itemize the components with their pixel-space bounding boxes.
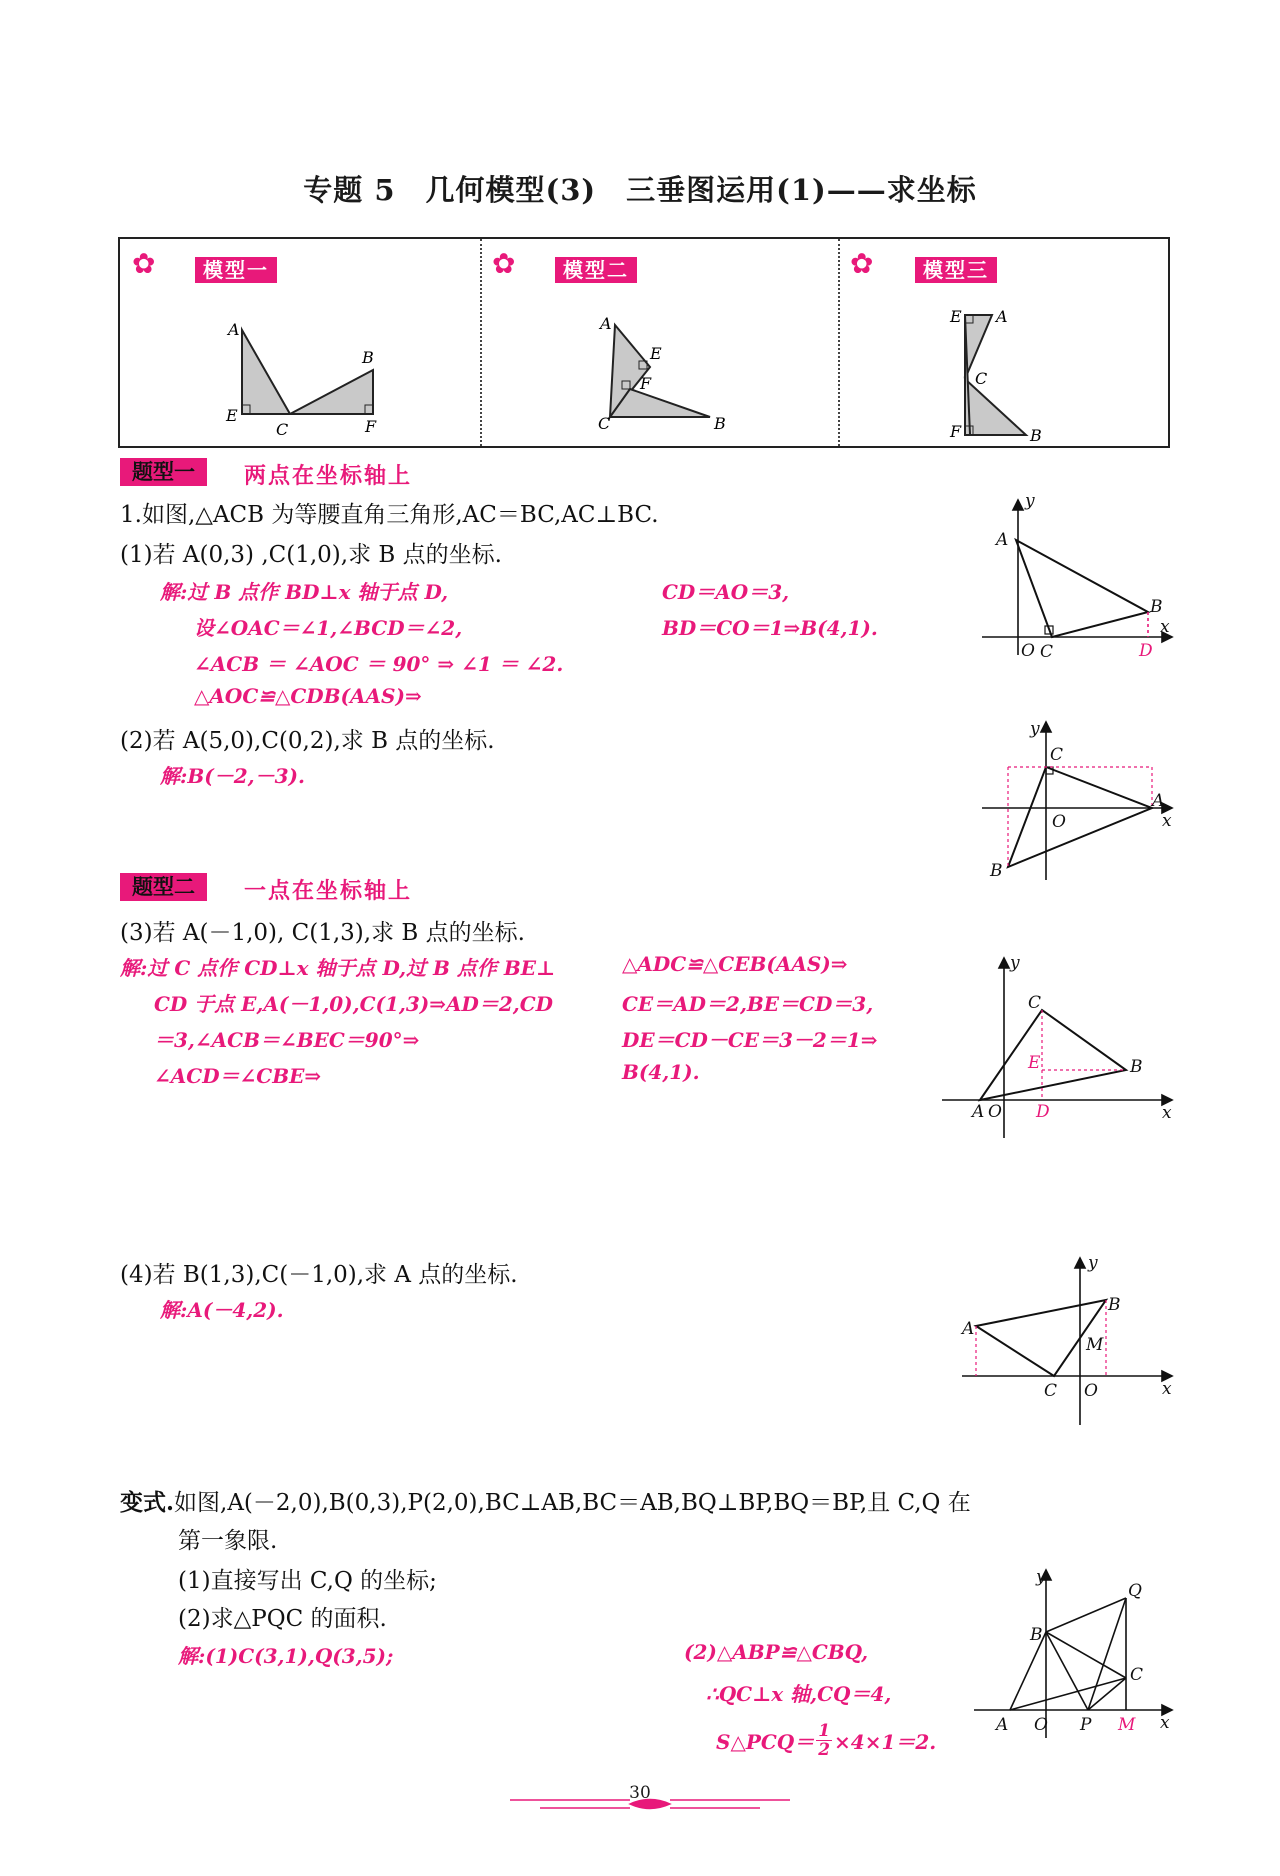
solution-line: △ADC≌△CEB(AAS)⇒ [622, 952, 848, 976]
label-c: C [598, 414, 611, 433]
section-one-title: 两点在坐标轴上 [244, 464, 413, 489]
solution-line: 解:(1)C(3,1),Q(3,5); [178, 1644, 394, 1668]
label-a: A [228, 320, 240, 339]
label-b: B [714, 414, 726, 433]
fig3-e: E [1028, 1053, 1041, 1073]
fig3-y: y [1010, 953, 1020, 973]
fig4-c: C [1044, 1381, 1058, 1401]
fig3-x: x [1162, 1103, 1172, 1123]
section-one-tag: 题型一 [120, 458, 207, 486]
area-rhs: ×4×1＝2. [834, 1730, 937, 1754]
fig5-a: A [996, 1715, 1009, 1735]
model-two-tag: 模型二 [555, 257, 637, 283]
solution-line: CD 于点 E,A(－1,0),C(1,3)⇒AD＝2,CD [154, 992, 553, 1016]
variant-part1: (1)直接写出 C,Q 的坐标; [178, 1568, 437, 1594]
solution-line: B(4,1). [622, 1060, 700, 1084]
fig4-o: O [1084, 1381, 1098, 1401]
question-one-part4: (4)若 B(1,3),C(－1,0),求 A 点的坐标. [120, 1262, 518, 1288]
figure-two [982, 722, 1172, 880]
solution-line: △AOC≌△CDB(AAS)⇒ [194, 684, 422, 708]
solution-line: CE＝AD＝2,BE＝CD＝3, [622, 992, 874, 1016]
fig2-a: A [1152, 791, 1165, 811]
model-three-tag: 模型三 [915, 257, 997, 283]
label-b: B [362, 348, 374, 367]
figure-four [962, 1258, 1172, 1425]
solution-line: BD＝CO＝1⇒B(4,1). [662, 616, 878, 640]
fraction-num: 1 [818, 1721, 831, 1741]
section-two-title: 一点在坐标轴上 [244, 879, 413, 904]
fig1-x: x [1160, 617, 1170, 637]
fig4-a: A [962, 1319, 975, 1339]
fig2-y: y [1030, 719, 1040, 739]
fig1-c: C [1040, 642, 1054, 662]
question-one-part2: (2)若 A(5,0),C(0,2),求 B 点的坐标. [120, 728, 495, 754]
fig3-b: B [1130, 1057, 1143, 1077]
section-two-tag: 题型二 [120, 873, 207, 901]
flower-icon: ✿ [492, 247, 516, 280]
label-a: A [996, 307, 1008, 326]
solution-line: DE＝CD－CE＝3－2＝1⇒ [622, 1028, 878, 1052]
label-f: F [365, 417, 377, 436]
solution-line: (2)△ABP≌△CBQ, [684, 1640, 869, 1664]
fig1-y: y [1025, 491, 1035, 511]
question-one-stem: 1.如图,△ACB 为等腰直角三角形,AC＝BC,AC⊥BC. [120, 502, 659, 528]
fig5-m: M [1118, 1715, 1136, 1735]
fig5-y: y [1036, 1567, 1046, 1587]
fig4-y: y [1088, 1253, 1098, 1273]
solution-line: 解:过 B 点作 BD⊥x 轴于点 D, [160, 580, 449, 604]
fig3-c: C [1028, 993, 1042, 1013]
solution-line: ∴QC⊥x 轴,CQ＝4, [706, 1682, 892, 1706]
page-title: 专题 5 几何模型(3) 三垂图运用(1)——求坐标 [303, 173, 977, 207]
flower-icon: ✿ [850, 247, 874, 280]
fig2-o: O [1052, 812, 1066, 832]
fig1-b: B [1150, 597, 1163, 617]
variant-text: 如图,A(－2,0),B(0,3),P(2,0),BC⊥AB,BC＝AB,BQ⊥BP,BQ＝BP,且 C,Q 在 [174, 1490, 971, 1516]
variant-label: 变式. [120, 1489, 175, 1516]
solution-line: 解:A(－4,2). [160, 1298, 284, 1322]
label-c: C [276, 420, 289, 439]
fig1-o: O [1021, 641, 1035, 661]
fig2-b: B [990, 861, 1003, 881]
model-one-tag: 模型一 [195, 257, 277, 283]
fig5-o: O [1034, 1715, 1048, 1735]
figure-five [974, 1570, 1172, 1738]
flower-icon: ✿ [132, 247, 156, 280]
fraction-den: 2 [818, 1740, 831, 1760]
label-c: C [975, 369, 988, 388]
label-e: E [650, 344, 662, 363]
label-f: F [950, 422, 962, 441]
fig2-c: C [1050, 745, 1064, 765]
label-a: A [600, 314, 612, 333]
question-one-part1: (1)若 A(0,3) ,C(1,0),求 B 点的坐标. [120, 542, 502, 568]
variant-stem-cont: 第一象限. [178, 1528, 278, 1554]
solution-line: 设∠OAC＝∠1,∠BCD＝∠2, [194, 616, 463, 640]
fig1-a: A [996, 530, 1009, 550]
fig4-b: B [1108, 1295, 1121, 1315]
page-number: 30 [629, 1783, 651, 1803]
question-one-part3: (3)若 A(－1,0), C(1,3),求 B 点的坐标. [120, 920, 525, 946]
figure-one [982, 500, 1172, 655]
label-b: B [1030, 426, 1042, 445]
solution-line: ＝3,∠ACB＝∠BEC＝90°⇒ [154, 1028, 420, 1052]
fig3-d: D [1036, 1102, 1050, 1122]
solution-line: 解:过 C 点作 CD⊥x 轴于点 D,过 B 点作 BE⊥ [120, 956, 556, 980]
fig2-x: x [1162, 811, 1172, 831]
solution-line: ∠ACD＝∠CBE⇒ [154, 1064, 322, 1088]
fig5-b: B [1030, 1625, 1043, 1645]
fig5-p: P [1080, 1715, 1092, 1735]
fig5-c: C [1130, 1665, 1144, 1685]
solution-line: 解:B(－2,－3). [160, 764, 305, 788]
variant-part2: (2)求△PQC 的面积. [178, 1606, 387, 1632]
label-e: E [950, 307, 962, 326]
fig5-q: Q [1128, 1581, 1142, 1601]
fig4-x: x [1162, 1379, 1172, 1399]
fig3-a: A [972, 1102, 985, 1122]
fig1-d: D [1139, 641, 1153, 661]
label-e: E [226, 406, 238, 425]
solution-line: CD＝AO＝3, [662, 580, 790, 604]
fig4-m: M [1086, 1335, 1104, 1355]
fig3-o: O [988, 1102, 1002, 1122]
label-f: F [640, 374, 652, 393]
fig5-x: x [1160, 1713, 1170, 1733]
solution-line: ∠ACB ＝ ∠AOC ＝ 90° ⇒ ∠1 ＝ ∠2. [194, 652, 564, 676]
area-lhs: S△PCQ＝ [716, 1730, 815, 1754]
